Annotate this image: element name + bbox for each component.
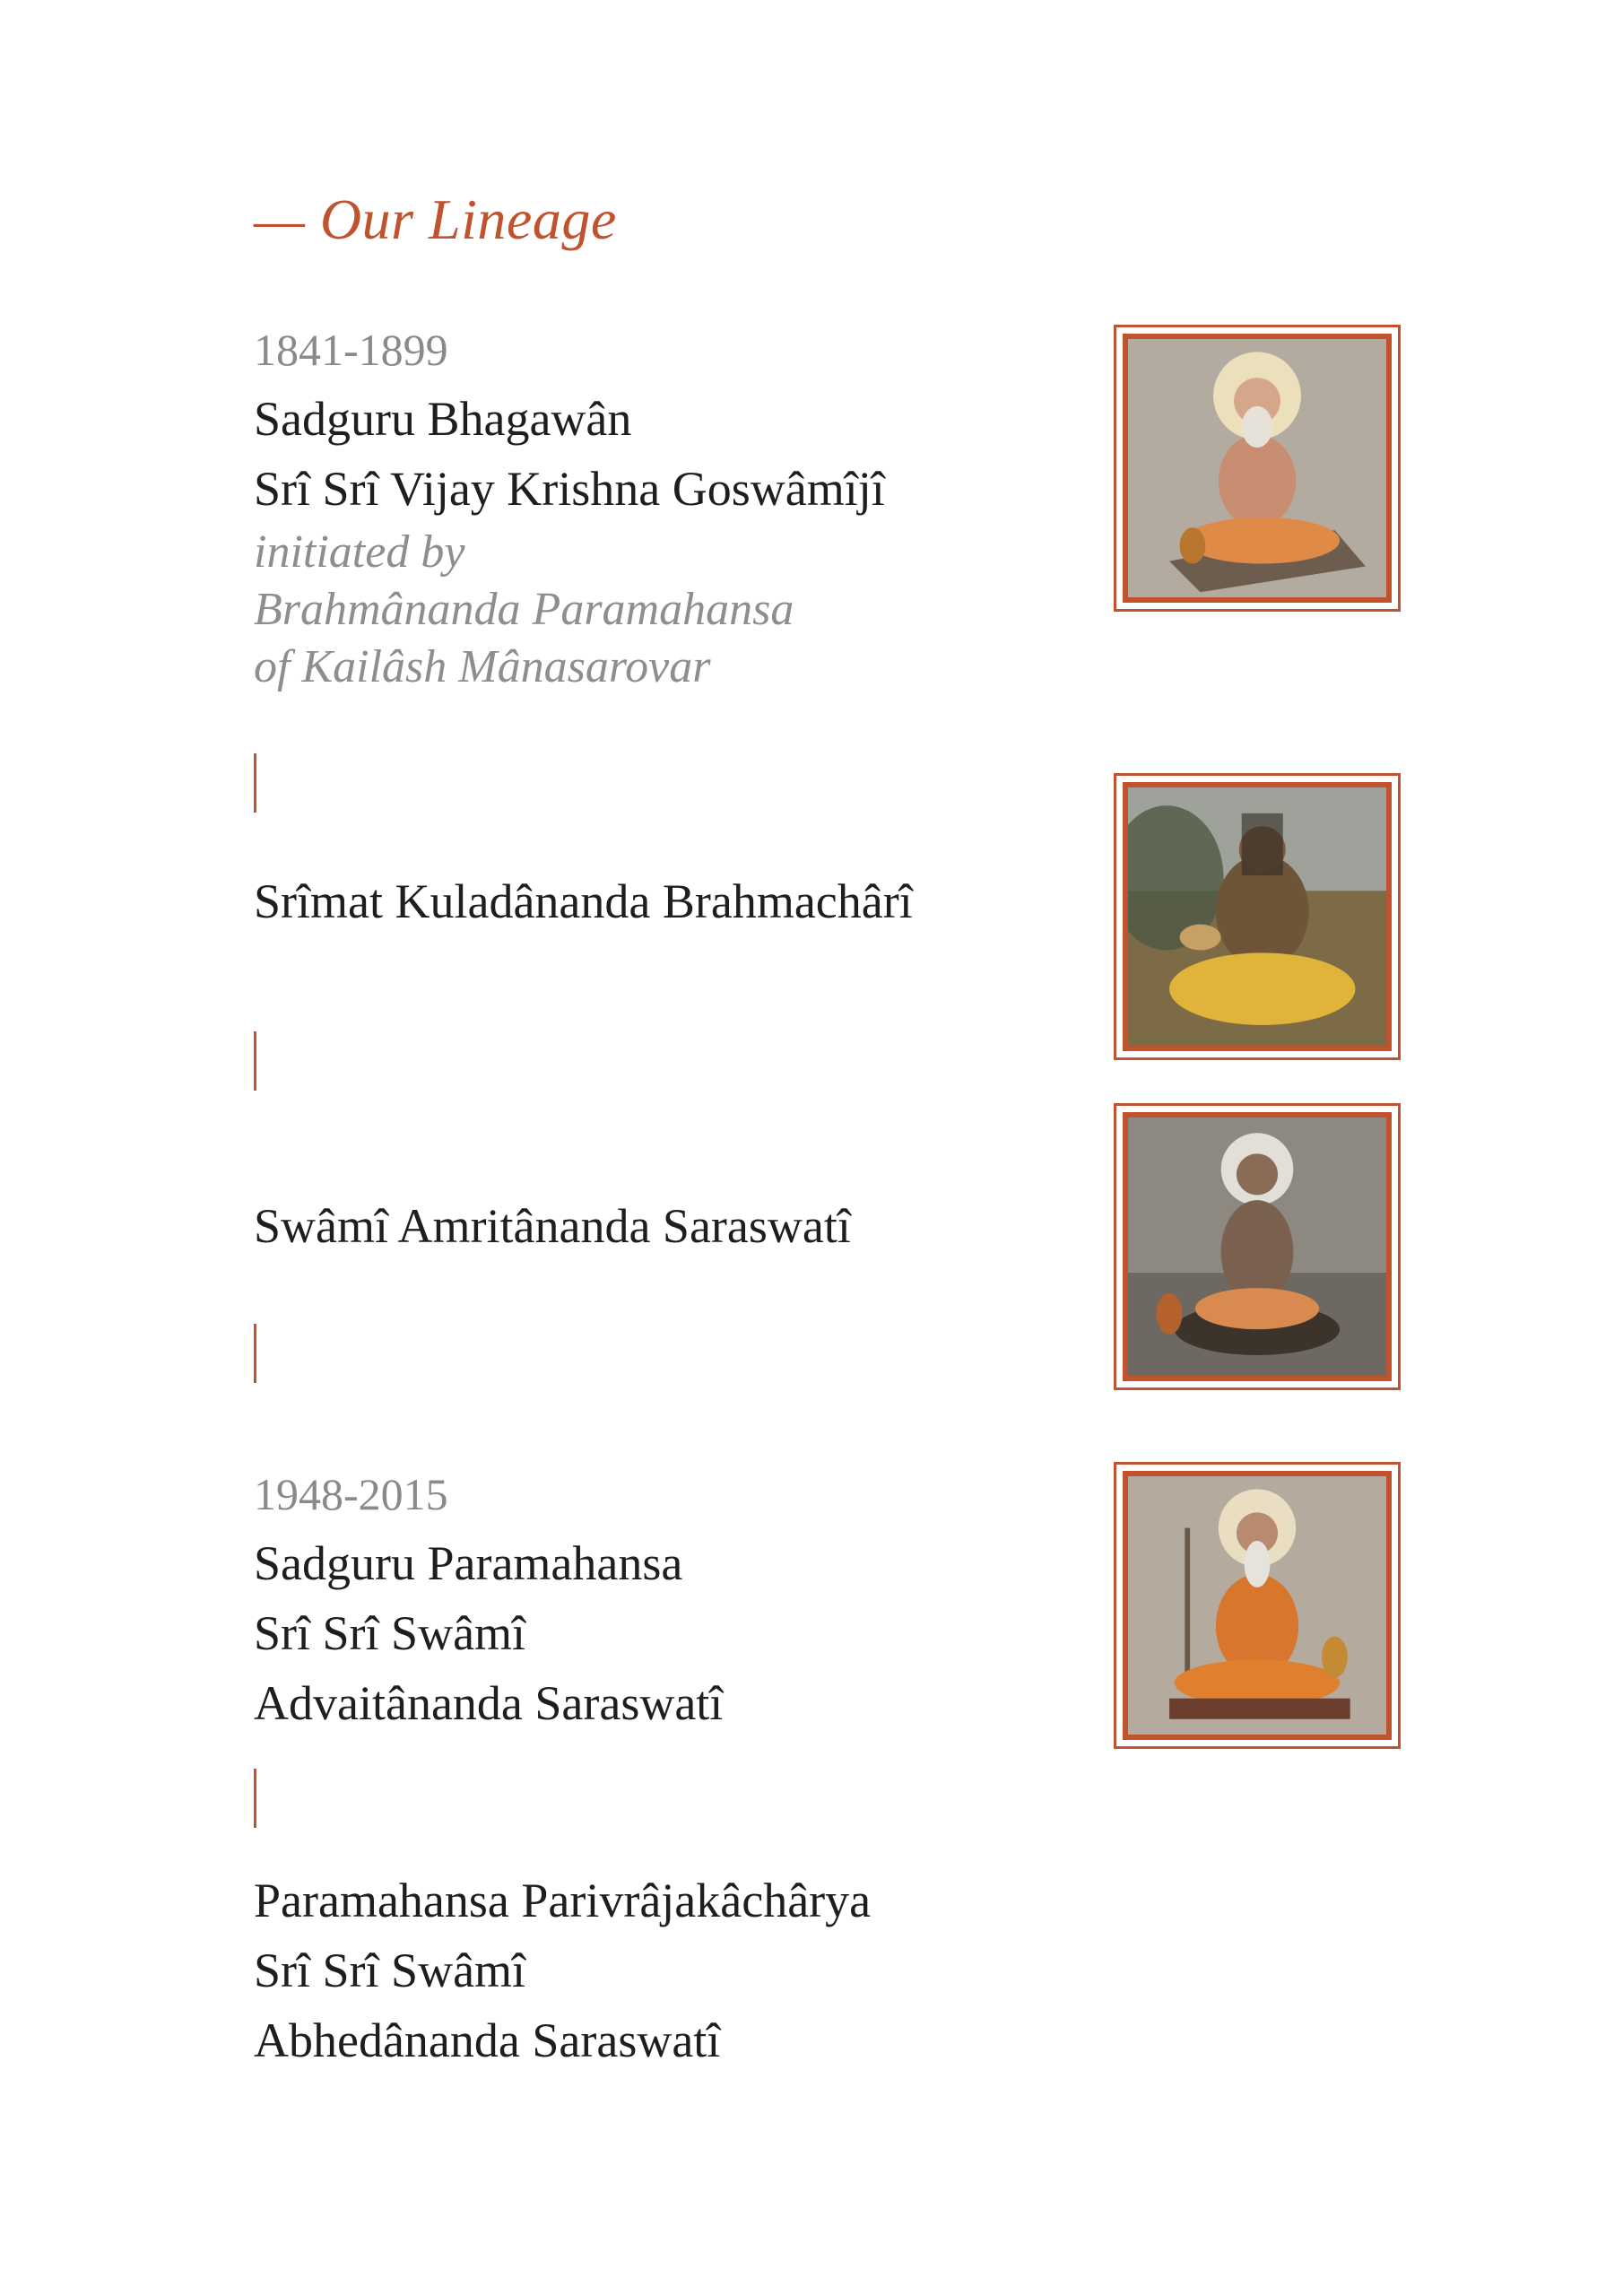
portrait-advaitananda xyxy=(1114,1462,1401,1749)
lineage-entry-abhedananda xyxy=(254,1866,871,2075)
entry-dates: 1841-1899 xyxy=(254,325,448,375)
lineage-connector xyxy=(254,1031,256,1091)
entry-name-line: Srî Srî Swâmî xyxy=(254,1606,526,1660)
lineage-connector xyxy=(254,1769,256,1828)
lineage-connector xyxy=(254,1324,256,1383)
entry-note-line: of Kailâsh Mânasarovar xyxy=(254,641,711,692)
page-title: — Our Lineage xyxy=(254,187,617,251)
portrait-image xyxy=(1128,1476,1386,1735)
portrait-image xyxy=(1128,339,1386,597)
portrait-amritananda xyxy=(1114,1103,1401,1390)
entry-name-line: Sadguru Paramahansa xyxy=(254,1536,683,1590)
lineage-connector xyxy=(254,753,256,813)
entry-name-line: Srî Srî Swâmî xyxy=(254,1944,526,1997)
entry-name-line: Srî Srî Vijay Krishna Goswâmîjî xyxy=(254,462,885,516)
portrait-image xyxy=(1128,1118,1386,1376)
entry-note-line: Brahmânanda Paramahansa xyxy=(254,584,794,635)
entry-name-line: Sadguru Bhagawân xyxy=(254,392,632,446)
lineage-entry-amritananda xyxy=(254,1191,851,1261)
entry-note-line: initiated by xyxy=(254,526,465,578)
entry-name-line: Srîmat Kuladânanda Brahmachârî xyxy=(254,874,913,928)
entry-name-line: Paramahansa Parivrâjakâchârya xyxy=(254,1874,872,1927)
entry-dates: 1948-2015 xyxy=(254,1469,448,1519)
portrait-kuladananda xyxy=(1114,773,1401,1060)
portrait-vijay-krishna xyxy=(1114,325,1401,612)
entry-name-line: Advaitânanda Saraswatî xyxy=(254,1676,724,1730)
entry-name-line: Swâmî Amritânanda Saraswatî xyxy=(254,1199,851,1253)
lineage-entry-advaitananda xyxy=(254,1460,723,1738)
lineage-entry-kuladananda xyxy=(254,866,913,936)
portrait-image xyxy=(1128,787,1386,1046)
lineage-entry-vijay-krishna xyxy=(254,316,885,696)
entry-name-line: Abhedânanda Saraswatî xyxy=(254,2013,721,2067)
